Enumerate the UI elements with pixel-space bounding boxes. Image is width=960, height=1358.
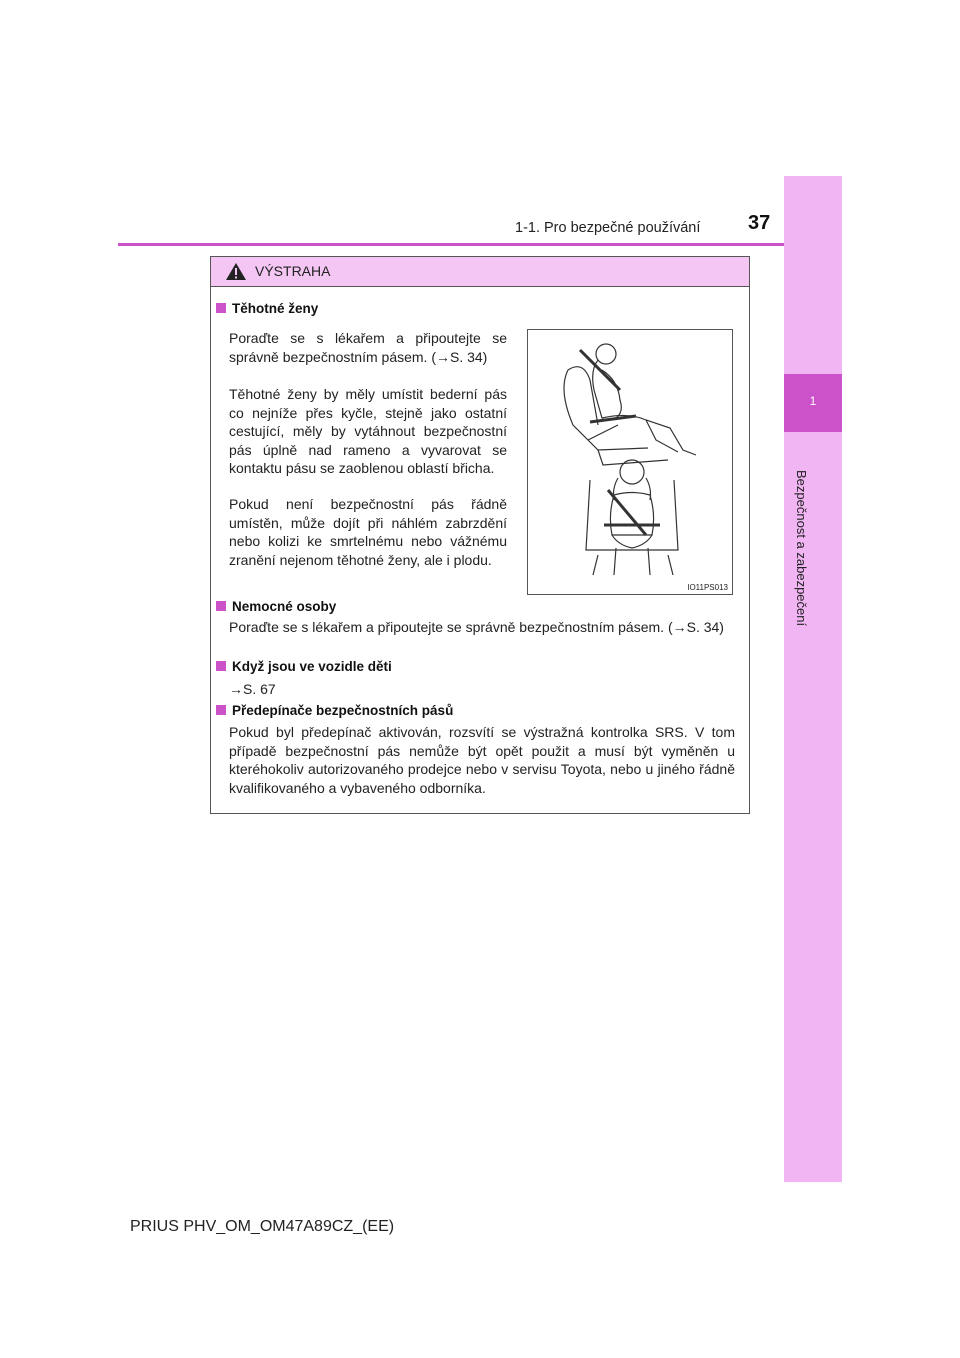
page-number: 37 [748, 212, 771, 234]
bullet-square-icon [216, 705, 226, 715]
chapter-number-tab[interactable]: 1 [784, 374, 842, 432]
bullet-square-icon [216, 303, 226, 313]
bullet-square-icon [216, 601, 226, 611]
illustration-code: IO11PS013 [687, 583, 728, 592]
section-title: 1-1. Pro bezpečné používání [515, 220, 701, 236]
pregnant-woman-seatbelt-image [528, 330, 732, 580]
chapter-label: Bezpečnost a zabezpečení [794, 470, 809, 627]
document-code: PRIUS PHV_OM_OM47A89CZ_(EE) [130, 1218, 395, 1235]
header-divider [118, 243, 784, 246]
item-heading-sick: Nemocné osoby [216, 599, 336, 614]
item-heading-pretensioners: Předepínače bezpečnostních pásů [216, 703, 453, 718]
warning-triangle-icon [225, 262, 247, 281]
item-text-children-link[interactable]: →S. 67 [229, 681, 276, 697]
item-text-pregnant-1: Poraďte se s lékařem a připoutejte se správně bezpečnostním pásem. (→S. 34) [229, 330, 507, 365]
item-heading-pregnant: Těhotné ženy [216, 301, 318, 316]
seatbelt-illustration [527, 329, 733, 595]
item-text-pretensioners: Pokud byl předepínač aktivován, rozsvítí se výstražná kontrolka SRS. V tom případě bezpečnostní pás nemůže být opět použit a musí být vyměněn u kteréhokoliv autorizovaného prodejce nebo v servisu Toyota, nebo u jiného řádně kvalifikovaného a vybaveného odborníka. [229, 724, 735, 796]
warning-header [211, 257, 749, 287]
warning-box [210, 256, 750, 814]
item-text-sick: Poraďte se s lékařem a připoutejte se správně bezpečnostním pásem. (→S. 34) [229, 619, 724, 635]
chapter-side-tab [784, 176, 842, 1182]
item-heading-children: Když jsou ve vozidle děti [216, 659, 392, 674]
item-text-pregnant-2: Těhotné ženy by měly umístit bederní pás co nejníže přes kyčle, stejně jako ostatní cestující, měly by vytáhnout bezpečnostní pás úplně nad rameno a vyvarovat se kontaktu pásu se zaoblenou oblastí břicha. [229, 386, 507, 476]
bullet-square-icon [216, 661, 226, 671]
warning-title: VÝSTRAHA [255, 263, 331, 279]
item-text-pregnant-3: Pokud není bezpečnostní pás řádně umístěn, může dojít při náhlém zabrzdění nebo kolizi ke smrtelnému nebo vážnému zranění nejenom těhotné ženy, ale i plodu. [229, 496, 507, 568]
